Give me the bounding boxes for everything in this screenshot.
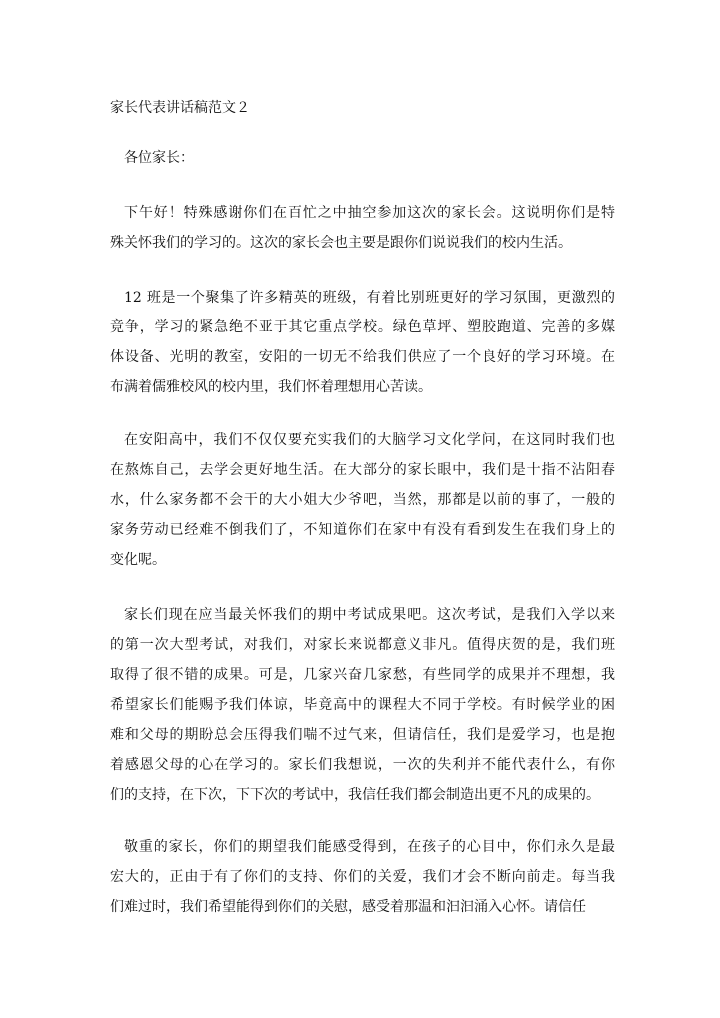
paragraph-4-line: 们的支持，在下次，下下次的考试中，我信任我们都会制造出更不凡的成果的。 (110, 787, 600, 803)
paragraph-2-line: 竞争，学习的紧急绝不亚于其它重点学校。绿色草坪、塑胶跑道、完善的多媒 (110, 319, 615, 335)
paragraph-3-line: 家务劳动已经难不倒我们了，不知道你们在家中有没有看到发生在我们身上的 (110, 522, 615, 538)
paragraph-1-line: 殊关怀我们的学习的。这次的家长会也主要是跟你们说说我们的校内生活。 (110, 235, 572, 251)
paragraph-3-line: 变化呢。 (110, 552, 166, 568)
paragraph-3-line: 水，什么家务都不会干的大小姐大少爷吧，当然，那都是以前的事了，一般的 (110, 492, 615, 508)
document-title: 家长代表讲话稿范文２ (110, 100, 250, 116)
paragraph-5-line: 敬重的家长，你们的期望我们能感受得到，在孩子的心目中，你们永久是最 (124, 839, 615, 855)
paragraph-4-line: 着感恩父母的心在学习的。家长们我想说，一次的失利并不能代表什么，有你 (110, 757, 615, 773)
paragraph-3-line: 在熬炼自己，去学会更好地生活。在大部分的家长眼中，我们是十指不沾阳春 (110, 462, 615, 478)
salutation: 各位家长： (124, 150, 194, 166)
paragraph-4-line: 希望家长们能赐予我们体谅，毕竟高中的课程大不同于学校。有时候学业的困 (110, 697, 615, 713)
paragraph-4-line: 取得了很不错的成果。可是，几家兴奋几家愁，有些同学的成果并不理想，我 (110, 667, 615, 683)
paragraph-3-line: 在安阳高中，我们不仅仅要充实我们的大脑学习文化学问，在这同时我们也 (124, 432, 615, 448)
paragraph-4-line: 难和父母的期盼总会压得我们喘不过气来，但请信任，我们是爱学习，也是抱 (110, 727, 615, 743)
paragraph-2-line: 12 班是一个聚集了许多精英的班级，有着比别班更好的学习氛围，更激烈的 (124, 290, 615, 306)
paragraph-5-line: 们难过时，我们希望能得到你们的关慰，感受着那温和汩汩涌入心怀。请信任 (110, 899, 586, 915)
paragraph-4-line: 家长们现在应当最关怀我们的期中考试成果吧。这次考试，是我们入学以来 (124, 607, 615, 623)
paragraph-4-line: 的第一次大型考试，对我们，对家长来说都意义非凡。值得庆贺的是，我们班 (110, 637, 615, 653)
paragraph-5-line: 宏大的，正由于有了你们的支持、你们的关爱，我们才会不断向前走。每当我 (110, 869, 615, 885)
paragraph-2-line: 布满着儒雅校风的校内里，我们怀着理想用心苦读。 (110, 379, 432, 395)
paragraph-1-line: 下午好！特殊感谢你们在百忙之中抽空参加这次的家长会。这说明你们是特 (124, 205, 615, 221)
paragraph-2-line: 体设备、光明的教室，安阳的一切无不给我们供应了一个良好的学习环境。在 (110, 349, 615, 365)
